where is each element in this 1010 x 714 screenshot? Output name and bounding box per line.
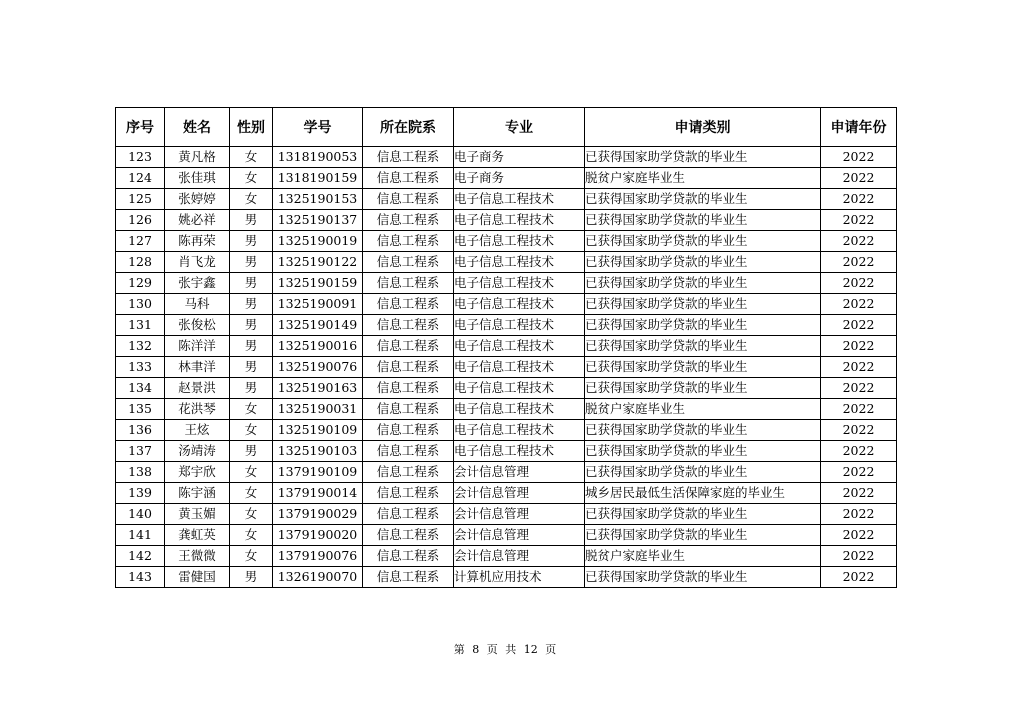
cell-department: 信息工程系 — [363, 336, 454, 357]
table-row — [116, 462, 897, 483]
cell-year: 2022 — [821, 231, 897, 252]
table-row — [116, 168, 897, 189]
cell-category: 已获得国家助学贷款的毕业生 — [585, 294, 821, 315]
cell-year: 2022 — [821, 462, 897, 483]
footer-page-label: 页 — [486, 643, 498, 656]
cell-major: 电子信息工程技术 — [454, 336, 585, 357]
cell-category: 脱贫户家庭毕业生 — [585, 546, 821, 567]
cell-student-id: 1326190070 — [273, 567, 363, 588]
cell-category: 已获得国家助学贷款的毕业生 — [585, 378, 821, 399]
cell-major: 电子信息工程技术 — [454, 210, 585, 231]
cell-year: 2022 — [821, 441, 897, 462]
cell-student-id: 1325190019 — [273, 231, 363, 252]
table-row — [116, 525, 897, 546]
cell-gender: 男 — [230, 252, 273, 273]
cell-major: 电子信息工程技术 — [454, 420, 585, 441]
table-row — [116, 147, 897, 168]
cell-year: 2022 — [821, 504, 897, 525]
cell-name: 肖飞龙 — [165, 252, 230, 273]
cell-name: 林聿洋 — [165, 357, 230, 378]
cell-student-id: 1379190076 — [273, 546, 363, 567]
cell-gender: 女 — [230, 399, 273, 420]
cell-gender: 女 — [230, 189, 273, 210]
cell-index: 129 — [116, 273, 165, 294]
cell-department: 信息工程系 — [363, 294, 454, 315]
cell-student-id: 1379190029 — [273, 504, 363, 525]
cell-year: 2022 — [821, 252, 897, 273]
cell-major: 会计信息管理 — [454, 504, 585, 525]
cell-category: 已获得国家助学贷款的毕业生 — [585, 189, 821, 210]
header-category: 申请类别 — [585, 108, 821, 147]
cell-name: 雷健国 — [165, 567, 230, 588]
cell-category: 已获得国家助学贷款的毕业生 — [585, 252, 821, 273]
cell-index: 137 — [116, 441, 165, 462]
table-row — [116, 189, 897, 210]
table-row — [116, 294, 897, 315]
cell-name: 姚必祥 — [165, 210, 230, 231]
cell-department: 信息工程系 — [363, 483, 454, 504]
cell-category: 已获得国家助学贷款的毕业生 — [585, 420, 821, 441]
cell-year: 2022 — [821, 378, 897, 399]
cell-student-id: 1318190053 — [273, 147, 363, 168]
cell-index: 136 — [116, 420, 165, 441]
cell-name: 张婷婷 — [165, 189, 230, 210]
cell-student-id: 1325190091 — [273, 294, 363, 315]
cell-category: 已获得国家助学贷款的毕业生 — [585, 231, 821, 252]
cell-year: 2022 — [821, 189, 897, 210]
cell-gender: 女 — [230, 483, 273, 504]
cell-category: 已获得国家助学贷款的毕业生 — [585, 525, 821, 546]
table-row — [116, 273, 897, 294]
cell-category: 城乡居民最低生活保障家庭的毕业生 — [585, 483, 821, 504]
cell-index: 133 — [116, 357, 165, 378]
table-row — [116, 252, 897, 273]
cell-major: 电子信息工程技术 — [454, 273, 585, 294]
cell-index: 130 — [116, 294, 165, 315]
cell-category: 已获得国家助学贷款的毕业生 — [585, 147, 821, 168]
cell-student-id: 1325190122 — [273, 252, 363, 273]
cell-major: 会计信息管理 — [454, 462, 585, 483]
header-year: 申请年份 — [821, 108, 897, 147]
table-row — [116, 483, 897, 504]
cell-major: 电子信息工程技术 — [454, 231, 585, 252]
cell-year: 2022 — [821, 336, 897, 357]
header-index: 序号 — [116, 108, 165, 147]
cell-name: 张佳琪 — [165, 168, 230, 189]
cell-student-id: 1325190031 — [273, 399, 363, 420]
cell-name: 陈再荣 — [165, 231, 230, 252]
cell-gender: 男 — [230, 441, 273, 462]
cell-student-id: 1325190137 — [273, 210, 363, 231]
cell-name: 王微微 — [165, 546, 230, 567]
cell-category: 已获得国家助学贷款的毕业生 — [585, 210, 821, 231]
cell-gender: 女 — [230, 168, 273, 189]
cell-index: 123 — [116, 147, 165, 168]
cell-category: 已获得国家助学贷款的毕业生 — [585, 462, 821, 483]
table-row — [116, 231, 897, 252]
cell-department: 信息工程系 — [363, 168, 454, 189]
cell-name: 王炫 — [165, 420, 230, 441]
header-gender: 性别 — [230, 108, 273, 147]
cell-year: 2022 — [821, 483, 897, 504]
cell-gender: 男 — [230, 378, 273, 399]
cell-index: 124 — [116, 168, 165, 189]
table-row — [116, 546, 897, 567]
cell-gender: 女 — [230, 147, 273, 168]
table-row — [116, 357, 897, 378]
cell-year: 2022 — [821, 294, 897, 315]
cell-student-id: 1325190109 — [273, 420, 363, 441]
cell-student-id: 1325190103 — [273, 441, 363, 462]
cell-department: 信息工程系 — [363, 315, 454, 336]
cell-major: 会计信息管理 — [454, 525, 585, 546]
cell-index: 140 — [116, 504, 165, 525]
cell-major: 会计信息管理 — [454, 546, 585, 567]
cell-student-id: 1325190149 — [273, 315, 363, 336]
cell-index: 135 — [116, 399, 165, 420]
table-body — [116, 147, 897, 588]
cell-index: 134 — [116, 378, 165, 399]
cell-department: 信息工程系 — [363, 567, 454, 588]
cell-department: 信息工程系 — [363, 546, 454, 567]
cell-student-id: 1318190159 — [273, 168, 363, 189]
cell-major: 电子商务 — [454, 168, 585, 189]
cell-year: 2022 — [821, 147, 897, 168]
cell-department: 信息工程系 — [363, 147, 454, 168]
table-row — [116, 504, 897, 525]
cell-department: 信息工程系 — [363, 189, 454, 210]
footer-page-number: 8 — [472, 643, 480, 656]
cell-year: 2022 — [821, 567, 897, 588]
cell-major: 电子信息工程技术 — [454, 441, 585, 462]
cell-gender: 男 — [230, 231, 273, 252]
cell-major: 电子商务 — [454, 147, 585, 168]
cell-index: 131 — [116, 315, 165, 336]
cell-gender: 男 — [230, 315, 273, 336]
table-row — [116, 378, 897, 399]
footer-total-label: 共 — [505, 643, 517, 656]
cell-name: 汤靖涛 — [165, 441, 230, 462]
cell-gender: 女 — [230, 420, 273, 441]
cell-index: 126 — [116, 210, 165, 231]
header-department: 所在院系 — [363, 108, 454, 147]
cell-gender: 女 — [230, 462, 273, 483]
cell-student-id: 1325190159 — [273, 273, 363, 294]
cell-major: 电子信息工程技术 — [454, 357, 585, 378]
cell-department: 信息工程系 — [363, 231, 454, 252]
table-row — [116, 210, 897, 231]
cell-index: 128 — [116, 252, 165, 273]
table-row — [116, 399, 897, 420]
cell-student-id: 1325190076 — [273, 357, 363, 378]
cell-index: 127 — [116, 231, 165, 252]
cell-department: 信息工程系 — [363, 462, 454, 483]
cell-name: 陈洋洋 — [165, 336, 230, 357]
cell-category: 脱贫户家庭毕业生 — [585, 399, 821, 420]
table-row — [116, 336, 897, 357]
table-row — [116, 567, 897, 588]
cell-index: 143 — [116, 567, 165, 588]
cell-gender: 男 — [230, 294, 273, 315]
cell-index: 125 — [116, 189, 165, 210]
cell-student-id: 1325190153 — [273, 189, 363, 210]
cell-category: 已获得国家助学贷款的毕业生 — [585, 567, 821, 588]
cell-student-id: 1325190016 — [273, 336, 363, 357]
cell-gender: 男 — [230, 357, 273, 378]
cell-name: 马科 — [165, 294, 230, 315]
cell-student-id: 1379190014 — [273, 483, 363, 504]
cell-gender: 女 — [230, 504, 273, 525]
cell-department: 信息工程系 — [363, 420, 454, 441]
header-row — [116, 108, 897, 147]
cell-index: 132 — [116, 336, 165, 357]
cell-category: 已获得国家助学贷款的毕业生 — [585, 336, 821, 357]
cell-index: 139 — [116, 483, 165, 504]
cell-year: 2022 — [821, 210, 897, 231]
cell-department: 信息工程系 — [363, 210, 454, 231]
cell-department: 信息工程系 — [363, 525, 454, 546]
cell-major: 会计信息管理 — [454, 483, 585, 504]
cell-year: 2022 — [821, 168, 897, 189]
cell-department: 信息工程系 — [363, 378, 454, 399]
cell-name: 张俊松 — [165, 315, 230, 336]
cell-index: 142 — [116, 546, 165, 567]
cell-name: 张宇鑫 — [165, 273, 230, 294]
cell-major: 电子信息工程技术 — [454, 399, 585, 420]
cell-index: 138 — [116, 462, 165, 483]
cell-year: 2022 — [821, 273, 897, 294]
cell-student-id: 1325190163 — [273, 378, 363, 399]
cell-major: 电子信息工程技术 — [454, 189, 585, 210]
cell-student-id: 1379190020 — [273, 525, 363, 546]
table-row — [116, 420, 897, 441]
cell-department: 信息工程系 — [363, 357, 454, 378]
cell-name: 花洪琴 — [165, 399, 230, 420]
cell-category: 已获得国家助学贷款的毕业生 — [585, 315, 821, 336]
student-table — [115, 107, 897, 588]
cell-department: 信息工程系 — [363, 504, 454, 525]
cell-year: 2022 — [821, 315, 897, 336]
cell-year: 2022 — [821, 399, 897, 420]
cell-gender: 男 — [230, 567, 273, 588]
cell-gender: 女 — [230, 525, 273, 546]
cell-category: 已获得国家助学贷款的毕业生 — [585, 357, 821, 378]
cell-name: 黄凡格 — [165, 147, 230, 168]
footer-suffix: 页 — [545, 643, 557, 656]
header-name: 姓名 — [165, 108, 230, 147]
cell-category: 已获得国家助学贷款的毕业生 — [585, 504, 821, 525]
cell-name: 龚虹英 — [165, 525, 230, 546]
header-major: 专业 — [454, 108, 585, 147]
cell-name: 陈宇涵 — [165, 483, 230, 504]
cell-major: 电子信息工程技术 — [454, 294, 585, 315]
cell-year: 2022 — [821, 525, 897, 546]
cell-gender: 男 — [230, 273, 273, 294]
cell-department: 信息工程系 — [363, 273, 454, 294]
cell-name: 黄玉媚 — [165, 504, 230, 525]
cell-year: 2022 — [821, 546, 897, 567]
cell-gender: 男 — [230, 336, 273, 357]
cell-major: 计算机应用技术 — [454, 567, 585, 588]
cell-major: 电子信息工程技术 — [454, 378, 585, 399]
cell-department: 信息工程系 — [363, 399, 454, 420]
cell-student-id: 1379190109 — [273, 462, 363, 483]
cell-department: 信息工程系 — [363, 441, 454, 462]
cell-department: 信息工程系 — [363, 252, 454, 273]
cell-year: 2022 — [821, 357, 897, 378]
cell-category: 脱贫户家庭毕业生 — [585, 168, 821, 189]
cell-gender: 女 — [230, 546, 273, 567]
cell-category: 已获得国家助学贷款的毕业生 — [585, 441, 821, 462]
cell-gender: 男 — [230, 210, 273, 231]
table-row — [116, 441, 897, 462]
table-row — [116, 315, 897, 336]
header-student-id: 学号 — [273, 108, 363, 147]
cell-name: 赵景洪 — [165, 378, 230, 399]
cell-year: 2022 — [821, 420, 897, 441]
cell-major: 电子信息工程技术 — [454, 315, 585, 336]
cell-category: 已获得国家助学贷款的毕业生 — [585, 273, 821, 294]
cell-major: 电子信息工程技术 — [454, 252, 585, 273]
footer-prefix: 第 — [453, 643, 465, 656]
cell-index: 141 — [116, 525, 165, 546]
footer-total-pages: 12 — [523, 643, 538, 656]
page-footer — [0, 641, 1010, 657]
cell-name: 郑宇欣 — [165, 462, 230, 483]
